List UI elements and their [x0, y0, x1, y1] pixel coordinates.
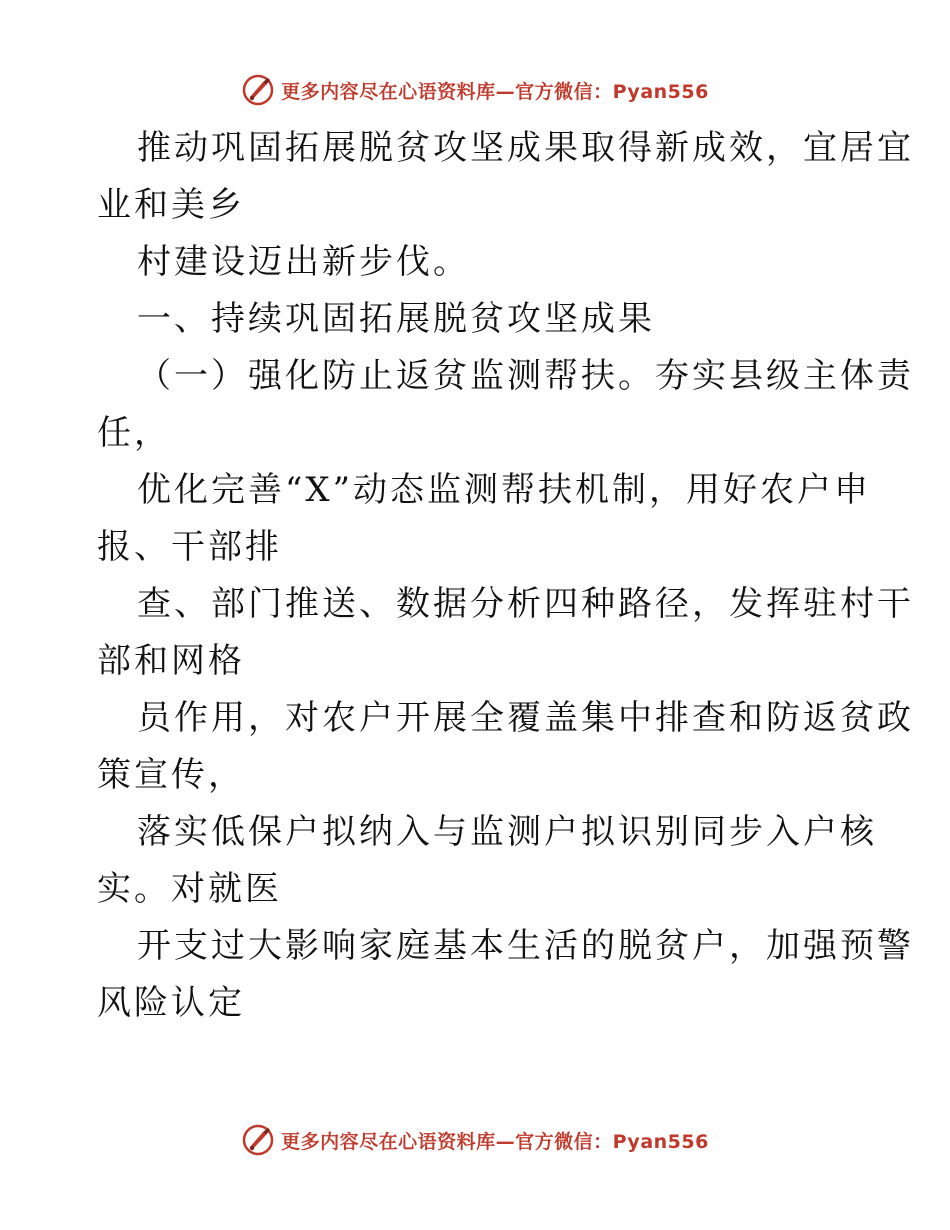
header-banner-text: 更多内容尽在心语资料库—官方微信：Pyan556 [281, 80, 709, 103]
body-text-line: 一、持续巩固拓展脱贫攻坚成果 [137, 299, 655, 339]
body-text-line: 风险认定 [97, 983, 245, 1023]
body-text-line: 部和网格 [97, 641, 245, 681]
quill-seal-icon [241, 73, 275, 107]
body-text-line: 村建设迈出新步伐。 [137, 242, 470, 282]
document-body [97, 120, 914, 1032]
body-text-line: （一）强化防止返贫监测帮扶。夯实县级主体责 [137, 356, 914, 396]
body-text-line: 推动巩固拓展脱贫攻坚成果取得新成效，宜居宜 [137, 128, 914, 168]
footer-banner [0, 1120, 950, 1160]
body-text-line: 员作用，对农户开展全覆盖集中排查和防返贫政 [137, 698, 914, 738]
footer-banner-text: 更多内容尽在心语资料库—官方微信：Pyan556 [281, 1130, 709, 1153]
header-banner [0, 70, 950, 110]
body-text-line: 实。对就医 [97, 869, 282, 909]
body-text-line: 任， [97, 413, 171, 453]
body-text-line: 报、干部排 [97, 527, 282, 567]
body-text-line: 优化完善“X”动态监测帮扶机制，用好农户申 [137, 470, 871, 510]
body-text-line: 业和美乡 [97, 185, 245, 225]
quill-seal-icon [241, 1123, 275, 1157]
body-text-line: 落实低保户拟纳入与监测户拟识别同步入户核 [137, 812, 877, 852]
body-text-line: 策宣传， [97, 755, 245, 795]
body-text-line: 开支过大影响家庭基本生活的脱贫户，加强预警 [137, 926, 914, 966]
body-text-line: 查、部门推送、数据分析四种路径，发挥驻村干 [137, 584, 914, 624]
